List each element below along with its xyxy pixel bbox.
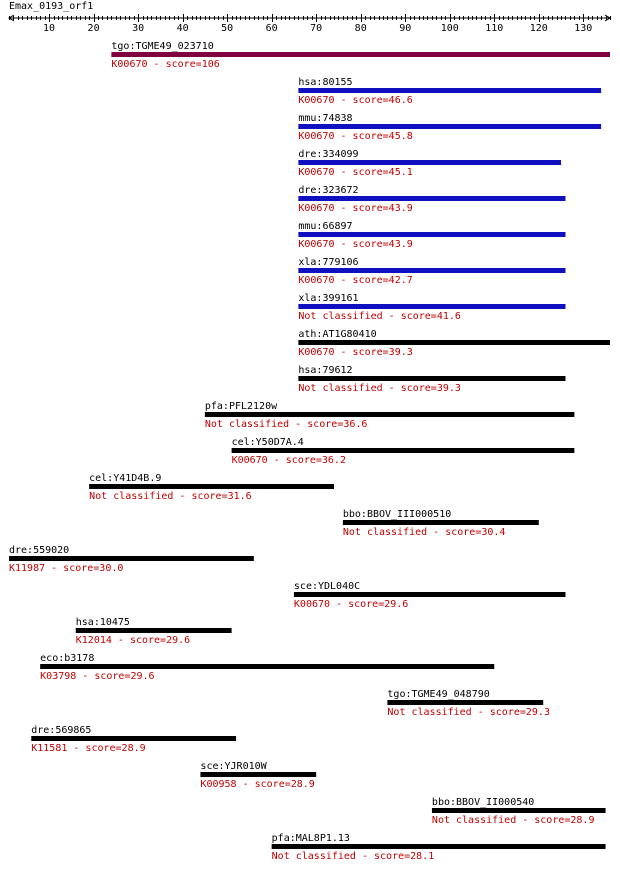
hit-score-text: Not classified - score=30.4 — [342, 527, 506, 538]
hit-score-text: K00670 - score=45.8 — [298, 131, 413, 142]
ruler-tick-label: 100 — [440, 23, 459, 34]
hit-alignment-bar[interactable] — [294, 592, 566, 597]
ruler-tick-label: 50 — [221, 23, 234, 34]
hit-score-text: Not classified - score=36.6 — [204, 419, 368, 430]
hit-score-text: Not classified - score=41.6 — [298, 311, 461, 322]
hit-name-link[interactable]: sce:YDL040C — [293, 581, 361, 592]
hit-row[interactable] — [40, 653, 494, 682]
hit-alignment-bar[interactable] — [298, 340, 610, 345]
hit-row[interactable] — [298, 185, 565, 214]
hit-score-text: K00670 - score=36.2 — [231, 455, 346, 466]
hit-row[interactable] — [387, 689, 550, 718]
hit-name-link[interactable]: tgo:TGME49_023710 — [111, 41, 214, 52]
hit-name-link[interactable]: mmu:66897 — [298, 221, 353, 232]
ruler-tick-label: 130 — [574, 23, 593, 34]
hit-row[interactable] — [232, 437, 575, 466]
ruler-tick-label: 20 — [87, 23, 100, 34]
hit-name-link[interactable]: xla:399161 — [298, 293, 359, 304]
hit-score-text: K11987 - score=30.0 — [9, 563, 124, 574]
hit-score-text: K00670 - score=43.9 — [298, 203, 413, 214]
hit-alignment-bar[interactable] — [298, 304, 565, 309]
hit-list — [9, 41, 610, 862]
hit-name-link[interactable]: hsa:80155 — [298, 77, 353, 88]
hit-score-text: K00670 - score=106 — [111, 59, 220, 70]
hit-row[interactable] — [272, 833, 606, 862]
hit-alignment-bar[interactable] — [298, 196, 565, 201]
hit-score-text: K03798 - score=29.6 — [40, 671, 155, 682]
hit-row[interactable] — [298, 329, 610, 358]
hit-name-link[interactable]: pfa:PFL2120w — [204, 401, 278, 412]
hit-score-text: K11581 - score=28.9 — [31, 743, 146, 754]
hit-alignment-bar[interactable] — [432, 808, 606, 813]
hit-name-link[interactable]: xla:779106 — [298, 257, 359, 268]
hit-name-link[interactable]: ath:AT1G80410 — [298, 329, 377, 340]
ruler-tick-label: 110 — [485, 23, 504, 34]
hit-alignment-bar[interactable] — [111, 52, 610, 57]
hit-name-link[interactable]: mmu:74838 — [298, 113, 353, 124]
hit-alignment-bar[interactable] — [298, 268, 565, 273]
hit-alignment-bar[interactable] — [31, 736, 236, 741]
hit-score-text: K00670 - score=39.3 — [298, 347, 413, 358]
hit-row[interactable] — [298, 293, 565, 322]
ruler-tick-label: 10 — [43, 23, 56, 34]
hit-row[interactable] — [298, 77, 601, 106]
hit-alignment-bar[interactable] — [232, 448, 575, 453]
hit-score-text: Not classified - score=31.6 — [89, 491, 252, 502]
hit-name-link[interactable]: hsa:79612 — [298, 365, 353, 376]
hit-alignment-bar[interactable] — [40, 664, 494, 669]
hit-name-link[interactable]: bbo:BBOV_III000510 — [342, 509, 452, 520]
ruler-tick-label: 70 — [310, 23, 323, 34]
ruler-tick-label: 30 — [132, 23, 145, 34]
ruler-tick-label: 80 — [354, 23, 367, 34]
hit-name-link[interactable]: bbo:BBOV_II000540 — [431, 797, 535, 808]
hit-name-link[interactable]: dre:569865 — [31, 725, 92, 736]
hit-alignment-bar[interactable] — [9, 556, 254, 561]
hit-name-link[interactable]: dre:559020 — [9, 545, 70, 556]
hit-row[interactable] — [298, 365, 565, 394]
hit-score-text: K00670 - score=29.6 — [293, 599, 409, 610]
hit-name-link[interactable]: tgo:TGME49_048790 — [387, 689, 490, 700]
hit-row[interactable] — [298, 221, 565, 250]
hit-alignment-bar[interactable] — [76, 628, 232, 633]
ruler-tick-label: 90 — [399, 23, 412, 34]
hit-score-text: K00670 - score=46.6 — [298, 95, 413, 106]
hit-row[interactable] — [9, 545, 254, 574]
hit-alignment-bar[interactable] — [298, 160, 561, 165]
hit-alignment-bar[interactable] — [343, 520, 539, 525]
hit-alignment-bar[interactable] — [89, 484, 334, 489]
query-title: Emax_0193_orf1 — [9, 1, 94, 12]
hit-name-link[interactable]: cel:Y50D7A.4 — [231, 437, 304, 448]
hit-alignment-bar[interactable] — [298, 376, 565, 381]
hit-row[interactable] — [31, 725, 236, 754]
hit-row[interactable] — [76, 617, 232, 646]
position-ruler — [9, 14, 611, 34]
hit-row[interactable] — [298, 257, 565, 286]
hit-score-text: K00670 - score=43.9 — [298, 239, 413, 250]
hit-row[interactable] — [298, 149, 561, 178]
ruler-tick-label: 40 — [176, 23, 189, 34]
hit-score-text: K00670 - score=45.1 — [298, 167, 413, 178]
hit-name-link[interactable]: sce:YJR010W — [200, 761, 267, 772]
hit-row[interactable] — [111, 41, 610, 70]
hit-name-link[interactable]: cel:Y41D4B.9 — [89, 473, 162, 484]
hit-row[interactable] — [200, 761, 316, 790]
hit-row[interactable] — [298, 113, 601, 142]
hit-score-text: Not classified - score=28.1 — [271, 851, 435, 862]
hit-name-link[interactable]: hsa:10475 — [75, 617, 130, 628]
ruler-tick-label: 120 — [529, 23, 548, 34]
hit-alignment-bar[interactable] — [205, 412, 575, 417]
hit-alignment-bar[interactable] — [200, 772, 316, 777]
hit-name-link[interactable]: dre:334099 — [298, 149, 359, 160]
hit-alignment-bar[interactable] — [387, 700, 543, 705]
ruler-tick-label: 60 — [265, 23, 278, 34]
hit-alignment-bar[interactable] — [298, 88, 601, 93]
hit-score-text: K00958 - score=28.9 — [200, 779, 315, 790]
hit-score-text: Not classified - score=29.3 — [387, 707, 550, 718]
hit-name-link[interactable]: pfa:MAL8P1.13 — [271, 833, 350, 844]
hit-alignment-bar[interactable] — [272, 844, 606, 849]
hit-row[interactable] — [343, 509, 539, 538]
hit-name-link[interactable]: dre:323672 — [298, 185, 359, 196]
hit-score-text: Not classified - score=39.3 — [298, 383, 461, 394]
hit-score-text: K00670 - score=42.7 — [298, 275, 413, 286]
hit-alignment-bar[interactable] — [298, 232, 565, 237]
hit-score-text: K12014 - score=29.6 — [75, 635, 191, 646]
hit-row[interactable] — [89, 473, 334, 502]
hit-alignment-bar[interactable] — [298, 124, 601, 129]
hit-row[interactable] — [205, 401, 575, 430]
hit-row[interactable] — [294, 581, 566, 610]
hit-score-text: Not classified - score=28.9 — [431, 815, 595, 826]
hit-row[interactable] — [432, 797, 606, 826]
hit-name-link[interactable]: eco:b3178 — [40, 653, 95, 664]
